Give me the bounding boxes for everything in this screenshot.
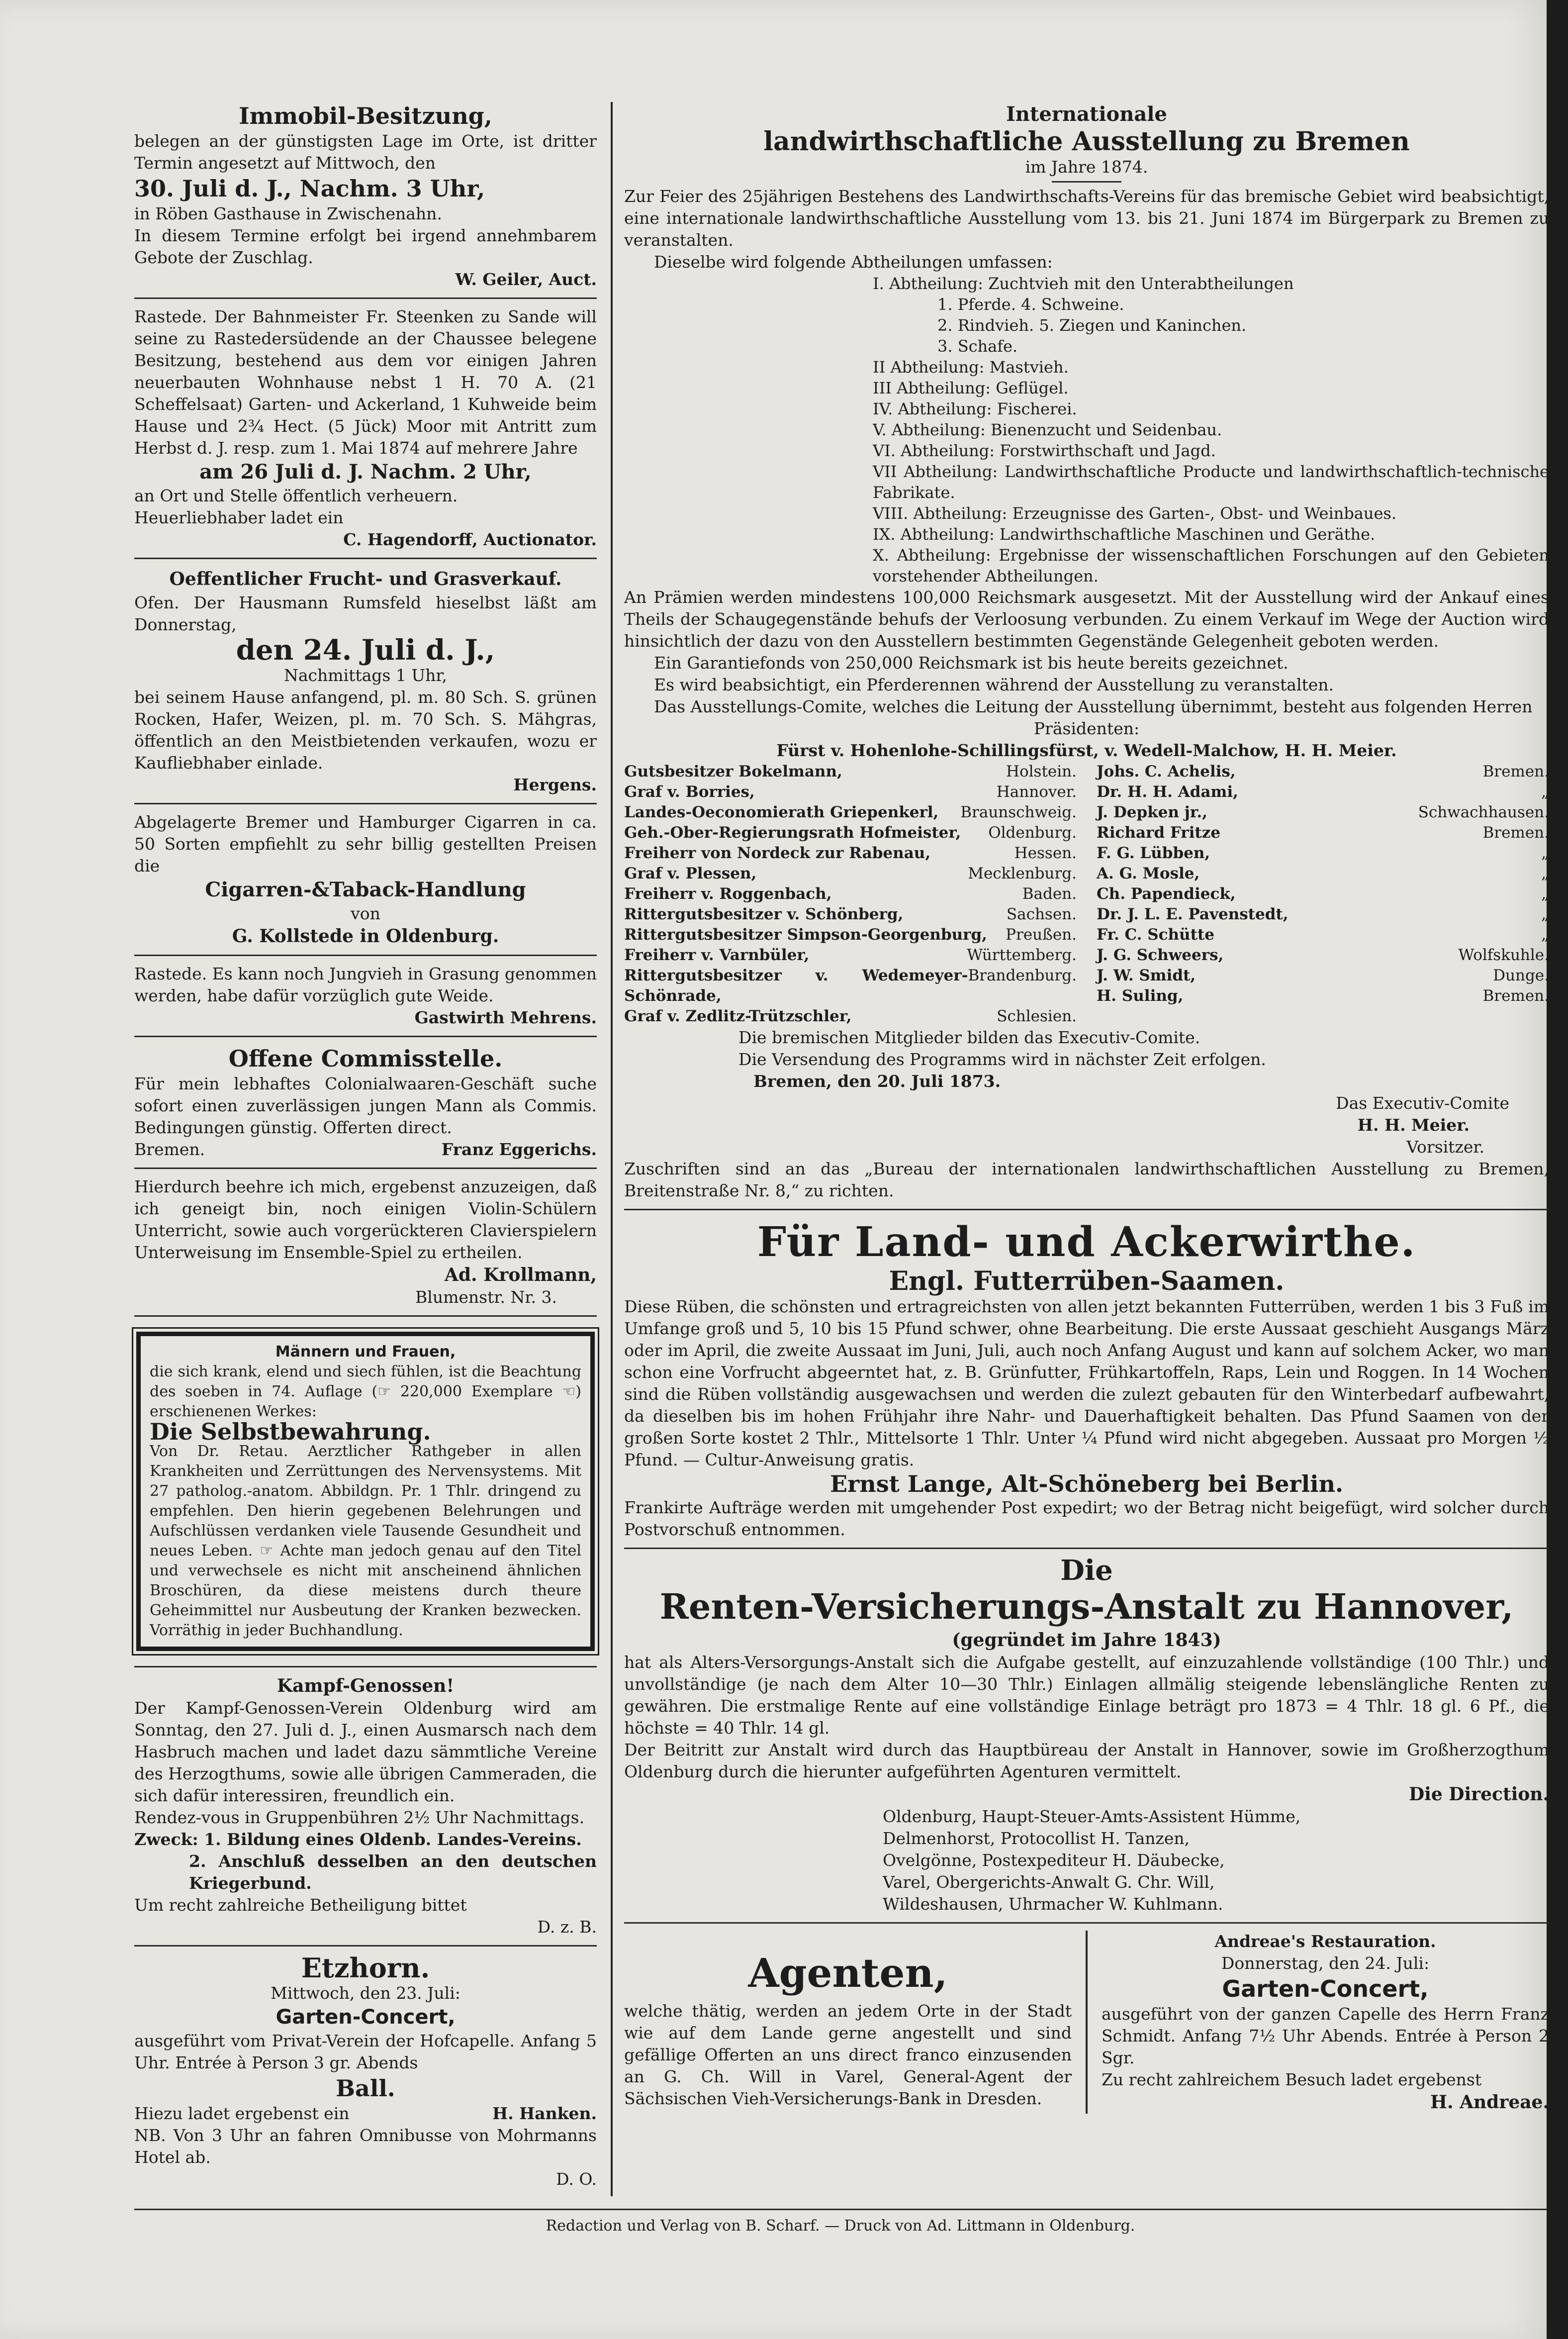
ad-title: Etzhorn. bbox=[301, 1952, 430, 1984]
member-name: Graf v. Plessen, bbox=[624, 865, 757, 882]
ad-text: Diese Rüben, die schönsten und ertragreichsten von allen jetzt bekannten Futterrüben, werden 1 bis 3 Fuß im Umfange groß und 5, 10 bis 15 Pfund schwer, ohne Bearbeitung. Die erste Aussaat geschieht Ausgangs März oder im April, die zweite Aussaat im Juni, Juli, auch noch Anfang August und kann auf solchem Acker, wo man schon eine Vorfrucht abgeerntet hat, z. B. Grünfutter, Frühkartoffeln, Raps, Lein und Roggen. In 14 Wochen sind die Rüben vollständig ausgewachsen und werden die zulezt gebauten für den Winterbedarf aufbewahrt, da dieselben bis im hohen Frühjahr ihre Nahr- und Dauerhaftigkeit behalten. Das Pfund Saamen von der großen Sorte kostet 2 Thlr., Mittelsorte 1 Thlr. Unter ¼ Pfund wird nicht abgegeben. Aussaat pro Morgen ½ Pfund. — Cultur-Anweisung gratis. bbox=[624, 1297, 1549, 1469]
member-name: J. W. Smidt, bbox=[1097, 967, 1196, 984]
ad-text: Das Ausstellungs-Comite, welches die Leitung der Ausstellung übernimmt, besteht aus folgenden Herren bbox=[654, 697, 1533, 716]
ad-subtitle: (gegründet im Jahre 1843) bbox=[952, 1630, 1221, 1651]
list-item: I. Abtheilung: Zuchtvieh mit den Unterabtheilungen bbox=[873, 274, 1294, 293]
ad-title: Oeffentlicher Frucht- und Grasverkauf. bbox=[169, 569, 562, 589]
ad-text: Rastede. Es kann noch Jungvieh in Grasung genommen werden, habe dafür vorzüglich gute Weide. bbox=[134, 964, 597, 1005]
ad-signature: Das Executiv-Comite bbox=[1336, 1093, 1509, 1113]
boxed-advert bbox=[136, 1332, 595, 1651]
ad-text: Frankirte Aufträge werden mit umgehender Post expedirt; wo der Betrag nicht beigefügt, wird solcher durch Postvorschuß entnommen. bbox=[624, 1498, 1549, 1539]
member-name: Dr. H. H. Adami, bbox=[1097, 783, 1238, 801]
ad-text: Hierdurch beehre ich mich, ergebenst anzuzeigen, daß ich geneigt bin, noch einigen Violin-Schülern Unterricht, sowie auch vorgerückteren Clavierspielern Unterweisung im Ensemble-Spiel zu ertheilen. bbox=[134, 1177, 597, 1262]
ad-title: Cigarren-&Taback-Handlung bbox=[205, 878, 526, 901]
ad-name: Ernst Lange, Alt-Schöneberg bei Berlin. bbox=[830, 1470, 1344, 1497]
ad-rastede-verheuerung bbox=[134, 299, 597, 559]
ad-address: Blumenstr. Nr. 3. bbox=[415, 1287, 557, 1307]
member-name: Richard Fritze bbox=[1097, 824, 1221, 842]
ad-text: Dieselbe wird folgende Abtheilungen umfassen: bbox=[654, 252, 1053, 272]
ad-signature: Vorsitzer. bbox=[1406, 1137, 1484, 1157]
ad-subtitle: im Jahre 1874. bbox=[1025, 157, 1148, 177]
member-name: Rittergutsbesitzer Simpson-Georgenburg, bbox=[624, 926, 987, 944]
member-place: Dunge. bbox=[1493, 967, 1549, 984]
ad-text: Ein Garantiefonds von 250,000 Reichsmark ist bis heute bereits gezeichnet. bbox=[654, 653, 1289, 673]
ad-date: Donnerstag, den 24. Juli: bbox=[1221, 1953, 1430, 1973]
member-name: F. G. Lübben, bbox=[1097, 844, 1210, 862]
member-place: „ bbox=[1541, 783, 1549, 801]
member-place: Hannover. bbox=[996, 783, 1077, 801]
ad-text: die sich krank, elend und siech fühlen, ist die Beachtung des soeben in 74. Auflage (☞ 220,000 Exemplare ☜) erschienenen Werkes: bbox=[150, 1363, 581, 1420]
ad-title: landwirthschaftliche Ausstellung zu Bremen bbox=[763, 126, 1410, 157]
ad-text: Zweck: 1. Bildung eines Oldenb. Landes-Vereins. bbox=[134, 1830, 582, 1849]
member-place: „ bbox=[1541, 885, 1549, 903]
ad-title: Renten-Versicherungs-Anstalt zu Hannover, bbox=[659, 1586, 1514, 1627]
list-item: Delmenhorst, Protocollist H. Tanzen, bbox=[883, 1829, 1190, 1848]
ad-signature: Hergens. bbox=[513, 775, 597, 794]
list-item: 1. Pferde. 4. Schweine. bbox=[937, 295, 1124, 314]
ad-title: Immobil-Besitzung, bbox=[239, 102, 492, 129]
ad-title: Offene Commisstelle. bbox=[228, 1045, 503, 1072]
comite-left bbox=[624, 762, 1077, 1027]
ad-signature: H. Andreae. bbox=[1430, 2092, 1549, 2113]
ad-presidents: Fürst v. Hohenlohe-Schillingsfürst, v. Wedell-Malchow, H. H. Meier. bbox=[776, 741, 1397, 760]
ad-title: Männern und Frauen, bbox=[275, 1343, 456, 1361]
ad-text: NB. Von 3 Uhr an fahren Omnibusse von Mohrmanns Hotel ab. bbox=[134, 2126, 597, 2167]
ad-signature: Die Direction. bbox=[1408, 1784, 1549, 1805]
list-item: V. Abtheilung: Bienenzucht und Seidenbau. bbox=[873, 420, 1222, 439]
ad-text: ausgeführt von der ganzen Capelle des Herrn Franz Schmidt. Anfang 7½ Uhr Abends. Entrée à Person 2 Sgr. bbox=[1102, 2004, 1549, 2067]
ad-text: in Röben Gasthause in Zwischenahn. bbox=[134, 204, 442, 223]
member-name: J. Depken jr., bbox=[1097, 803, 1207, 821]
ad-text: belegen an der günstigsten Lage im Orte, ist dritter Termin angesetzt auf Mittwoch, den bbox=[134, 131, 597, 173]
member-place: Mecklenburg. bbox=[968, 865, 1077, 882]
ad-fruchtverkauf bbox=[134, 559, 597, 804]
ad-text: An Prämien werden mindestens 100,000 Reichsmark ausgesetzt. Mit der Ausstellung wird der Ankauf eines Theils der Schaugegenstände behufs der Verloosung verbunden. Zu einem Verkauf im Wege der Auction wird hinsichtlich der dazu von den Ausstellern bestimmten Gegenstände Gelegenheit geboten werden. bbox=[624, 587, 1549, 651]
ad-text: Abgelagerte Bremer und Hamburger Cigarren in ca. 50 Sorten empfiehlt zu sehr billig gestellten Preisen die bbox=[134, 812, 597, 876]
ad-signature: D. z. B. bbox=[537, 1917, 597, 1937]
list-item: VI. Abtheilung: Forstwirthschaft und Jagd. bbox=[873, 441, 1216, 460]
ad-maenner-frauen bbox=[134, 1317, 597, 1667]
member-name: Gutsbesitzer Bokelmann, bbox=[624, 763, 842, 780]
member-name: Dr. J. L. E. Pavenstedt, bbox=[1097, 905, 1289, 923]
ad-text: hat als Alters-Versorgungs-Anstalt sich die Aufgabe gestellt, auf einzuzahlende vollständige (100 Thlr.) und unvollständige (je nach dem Alter 10—30 Thlr.) Einlagen allmälig steigende lebenslängliche Renten zu gewähren. Die erstmalige Rente auf eine vollständige Einlage beträgt pro 1873 = 4 Thlr. 18 gl. 6 Pf., die höchste = 40 Thlr. 14 gl. bbox=[624, 1653, 1549, 1738]
ad-text: 2. Anschluß desselben an den deutschen Kriegerbund. bbox=[189, 1852, 597, 1893]
ad-name: Ad. Krollmann, bbox=[444, 1265, 597, 1285]
member-place: „ bbox=[1541, 865, 1549, 882]
ad-signature: C. Hagendorff, Auctionator. bbox=[343, 530, 597, 549]
member-name: Graf v. Borries, bbox=[624, 783, 755, 801]
ad-name: G. Kollstede in Oldenburg. bbox=[232, 926, 499, 947]
list-item: III Abtheilung: Geflügel. bbox=[873, 379, 1069, 397]
ad-title: Agenten, bbox=[748, 1949, 948, 1996]
ad-date: am 26 Juli d. J. Nachm. 2 Uhr, bbox=[199, 460, 532, 484]
ad-label: Präsidenten: bbox=[1033, 719, 1140, 738]
left-column bbox=[134, 95, 597, 2197]
ad-signature: H. H. Meier. bbox=[1357, 1115, 1470, 1135]
ad-text: Heuerliebhaber ladet ein bbox=[134, 508, 344, 527]
ad-text: In diesem Termine erfolgt bei irgend annehmbarem Gebote der Zuschlag. bbox=[134, 226, 597, 267]
agent-list bbox=[624, 1806, 1549, 1915]
ad-signature: Gastwirth Mehrens. bbox=[414, 1008, 597, 1027]
list-item: Oldenburg, Haupt-Steuer-Amts-Assistent Hümme, bbox=[883, 1807, 1301, 1826]
member-name: Freiherr von Nordeck zur Rabenau, bbox=[624, 844, 931, 862]
ad-immobil bbox=[134, 95, 597, 299]
ad-text: Die Versendung des Programms wird in nächster Zeit erfolgen. bbox=[738, 1050, 1266, 1069]
ad-date: Bremen, den 20. Juli 1873. bbox=[753, 1072, 1001, 1091]
ad-text: Der Kampf-Genossen-Verein Oldenburg wird am Sonntag, den 27. Juli d. J., einen Ausmarsch nach dem Hasbruch machen und ladet dazu sämmtliche Vereine des Herzogthums, sowie alle übrigen Cammeraden, die sich dafür interessiren, freundlich ein. bbox=[134, 1698, 597, 1805]
ad-text: Zur Feier des 25jährigen Bestehens des Landwirthschafts-Vereins für das bremische Gebiet wird beabsichtigt, eine internationale landwirthschaftliche Ausstellung vom 13. bis 21. Juni 1874 im Bürgerpark zu Bremen zu veranstalten. bbox=[624, 187, 1549, 250]
member-place: Holstein. bbox=[1006, 763, 1077, 780]
ad-ball: Ball. bbox=[336, 2075, 395, 2102]
ad-title: Internationale bbox=[1006, 102, 1167, 126]
ad-text: Für mein lebhaftes Colonialwaaren-Geschäft suche sofort einen zuverlässigen jungen Mann als Commis. Bedingungen günstig. Offerten direct. bbox=[134, 1074, 597, 1137]
list-item: Wildeshausen, Uhrmacher W. Kuhlmann. bbox=[883, 1894, 1223, 1914]
member-place: Wolfskuhle. bbox=[1458, 946, 1549, 964]
member-place: Hessen. bbox=[1014, 844, 1077, 862]
ad-date: Mittwoch, den 23. Juli: bbox=[271, 1983, 461, 2003]
ad-ausstellung bbox=[624, 95, 1549, 1210]
ad-text: Ofen. Der Hausmann Rumsfeld hieselbst läßt am Donnerstag, bbox=[134, 593, 597, 634]
ad-time: Nachmittags 1 Uhr, bbox=[283, 666, 448, 685]
member-name: Landes-Oeconomierath Griepenkerl, bbox=[624, 803, 939, 821]
ad-event: Garten-Concert, bbox=[1222, 1975, 1429, 2002]
short-rule bbox=[1052, 181, 1121, 183]
member-name: Geh.-Ober-Regierungsrath Hofmeister, bbox=[624, 824, 961, 842]
member-name: Fr. C. Schütte bbox=[1097, 926, 1214, 944]
ad-agenten bbox=[624, 1931, 1088, 2114]
member-name: Rittergutsbesitzer v. Wedemeyer-Schönrade, bbox=[624, 967, 968, 1005]
ad-signature: D. O. bbox=[556, 2169, 597, 2189]
member-name: Ch. Papendieck, bbox=[1097, 885, 1236, 903]
division-list bbox=[654, 273, 1549, 586]
member-place: Sachsen. bbox=[1006, 905, 1077, 923]
member-place: Preußen. bbox=[1006, 926, 1077, 944]
member-place: „ bbox=[1541, 905, 1549, 923]
ad-title: Die bbox=[1060, 1554, 1113, 1587]
list-item: VII Abtheilung: Landwirthschaftliche Producte und landwirthschaftlich-technische Fabrikate. bbox=[873, 462, 1549, 502]
list-item: VIII. Abtheilung: Erzeugnisse des Garten-, Obst- und Weinbaues. bbox=[873, 504, 1396, 523]
ad-text: Um recht zahlreiche Betheiligung bittet bbox=[134, 1895, 467, 1915]
right-column bbox=[624, 95, 1549, 2121]
list-item: X. Abtheilung: Ergebnisse der wissenschaftlichen Forschungen auf den Gebieten vorstehender Abtheilungen. bbox=[873, 546, 1549, 585]
column-divider bbox=[611, 102, 613, 2196]
ad-text: bei seinem Hause anfangend, pl. m. 80 Sch. S. grünen Rocken, Hafer, Weizen, pl. m. 70 Sch. S. Mähgras, öffentlich an den Meistbietenden verkaufen, wozu er Kaufliebhaber einlade. bbox=[134, 687, 597, 773]
comite-right bbox=[1097, 762, 1549, 1027]
member-name: Johs. C. Achelis, bbox=[1097, 763, 1236, 780]
ad-signature: H. Hanken. bbox=[492, 2104, 597, 2123]
ad-text: Von Dr. Retau. Aerztlicher Rathgeber in allen Krankheiten und Zerrüttungen des Nervensystems. Mit 27 patholog.-anatom. Abbildgn. Pr. 1 Thlr. dringend zu empfehlen. Den hierin gegebenen Belehrungen und Aufschlüssen verdanken viele Tausende Gesundheit und neues Leben. ☞ Achte man jedoch genau auf den Titel und verwechsele es nicht mit anscheinend ähnlichen Broschüren, da diese meistens durch theure Geheimmittel nur Ausbeutung der Kranken bezwecken. Vorräthig in jeder Buchhandlung. bbox=[150, 1443, 581, 1639]
ad-date: den 24. Juli d. J., bbox=[236, 634, 495, 667]
ad-text: an Ort und Stelle öffentlich verheuern. bbox=[134, 486, 458, 505]
ad-subtitle: Engl. Futterrüben-Saamen. bbox=[889, 1266, 1285, 1296]
ad-text: Die bremischen Mitglieder bilden das Executiv-Comite. bbox=[738, 1028, 1200, 1047]
ad-andreae bbox=[1088, 1931, 1549, 2114]
ad-signature: W. Geiler, Auct. bbox=[455, 270, 597, 289]
member-place: Bremen. bbox=[1482, 763, 1549, 780]
ad-krollmann bbox=[134, 1169, 597, 1317]
scan-edge bbox=[1547, 0, 1568, 2339]
ad-place: Bremen. bbox=[134, 1140, 205, 1159]
ad-date: 30. Juli d. J., Nachm. 3 Uhr, bbox=[134, 175, 485, 202]
member-place: Braunschweig. bbox=[960, 803, 1077, 821]
ad-text: Es wird beabsichtigt, ein Pferderennen während der Ausstellung zu veranstalten. bbox=[654, 675, 1334, 694]
ad-jungvieh bbox=[134, 956, 597, 1037]
ad-title: Andreae's Restauration. bbox=[1214, 1932, 1436, 1951]
member-name: J. G. Schweers, bbox=[1097, 946, 1224, 964]
member-place: Oldenburg. bbox=[988, 824, 1077, 842]
member-place: Bremen. bbox=[1482, 824, 1549, 842]
ad-rentenversicherung bbox=[624, 1549, 1549, 1924]
ad-title: Kampf-Genossen! bbox=[277, 1675, 455, 1696]
comite-list bbox=[624, 762, 1549, 1027]
list-item: IV. Abtheilung: Fischerei. bbox=[873, 399, 1077, 418]
member-place: Baden. bbox=[1022, 885, 1077, 903]
member-name: Freiherr v. Varnbüler, bbox=[624, 946, 810, 964]
list-item: Ovelgönne, Postexpediteur H. Däubecke, bbox=[883, 1851, 1225, 1870]
member-place: „ bbox=[1541, 926, 1549, 944]
book-title: Die Selbstbewahrung. bbox=[150, 1418, 431, 1445]
list-item: II Abtheilung: Mastvieh. bbox=[873, 358, 1069, 377]
member-place: Schwachhausen. bbox=[1418, 803, 1549, 821]
list-item: IX. Abtheilung: Landwirthschaftliche Maschinen und Geräthe. bbox=[873, 525, 1376, 544]
ad-kampfgenossen bbox=[134, 1667, 597, 1947]
ad-text: welche thätig, werden an jedem Orte in der Stadt wie auf dem Lande gerne angestellt und sind gefällige Offerten an uns direct franco einzusenden an G. Ch. Will in Varel, General-Agent der Sächsischen Vieh-Versicherungs-Bank in Dresden. bbox=[624, 2001, 1072, 2108]
ad-text: Der Beitritt zur Anstalt wird durch das Hauptbüreau der Anstalt in Hannover, sowie im Großherzogthum Oldenburg durch die hierunter aufgeführten Agenturen vermittelt. bbox=[624, 1740, 1549, 1781]
imprint-footer: Redaction und Verlag von B. Scharf. — Druck von Ad. Littmann in Oldenburg. bbox=[134, 2209, 1547, 2235]
list-item: 2. Rindvieh. 5. Ziegen und Kaninchen. bbox=[937, 316, 1247, 335]
ad-text: ausgeführt vom Privat-Verein der Hofcapelle. Anfang 5 Uhr. Entrée à Person 3 gr. Abends bbox=[134, 2031, 597, 2072]
ad-title: Für Land- und Ackerwirthe. bbox=[757, 1218, 1416, 1266]
bottom-split bbox=[624, 1924, 1549, 2121]
member-name: Freiherr v. Roggenbach, bbox=[624, 885, 832, 903]
ad-text: Rastede. Der Bahnmeister Fr. Steenken zu Sande will seine zu Rastedersüdende an der Chaussee belegene Besitzung, bestehend aus dem vor einigen Jahren neuerbauten Wohnhause nebst 1 H. 70 A. (21 Scheffelsaat) Garten- und Ackerland, 1 Kuhweide beim Hause und 2¾ Hect. (5 Jück) Moor mit Antritt zum Herbst d. J. resp. zum 1. Mai 1874 auf mehrere Jahre bbox=[134, 307, 597, 458]
member-name: A. G. Mosle, bbox=[1097, 865, 1200, 882]
member-place: Brandenburg. bbox=[968, 967, 1077, 984]
ad-text: Rendez-vous in Gruppenbühren 2½ Uhr Nachmittags. bbox=[134, 1808, 585, 1827]
member-place: Schlesien. bbox=[997, 1007, 1077, 1025]
member-place: Württemberg. bbox=[967, 946, 1077, 964]
ad-text: Hiezu ladet ergebenst ein bbox=[134, 2104, 350, 2123]
ad-cigarren bbox=[134, 804, 597, 956]
list-item: Varel, Obergerichts-Anwalt G. Chr. Will, bbox=[883, 1872, 1215, 1892]
ad-etzhorn bbox=[134, 1947, 597, 2197]
ad-signature: Franz Eggerichs. bbox=[441, 1140, 597, 1159]
ad-text: von bbox=[351, 904, 380, 923]
ad-text: Zuschriften sind an das „Bureau der internationalen landwirthschaftlichen Ausstellung zu Bremen, Breitenstraße Nr. 8,“ zu richten. bbox=[624, 1159, 1549, 1200]
member-name: Graf v. Zedlitz-Trützschler, bbox=[624, 1007, 852, 1025]
member-place: Bremen. bbox=[1482, 987, 1549, 1005]
ad-text: Zu recht zahlreichem Besuch ladet ergebenst bbox=[1102, 2070, 1482, 2089]
member-name: Rittergutsbesitzer v. Schönberg, bbox=[624, 905, 904, 923]
list-item: 3. Schafe. bbox=[937, 337, 1018, 356]
ad-event: Garten-Concert, bbox=[276, 2006, 456, 2029]
ad-commisstelle bbox=[134, 1037, 597, 1169]
ad-landwirthe bbox=[624, 1210, 1549, 1549]
member-place: „ bbox=[1541, 844, 1549, 862]
member-name: H. Suling, bbox=[1097, 987, 1184, 1005]
